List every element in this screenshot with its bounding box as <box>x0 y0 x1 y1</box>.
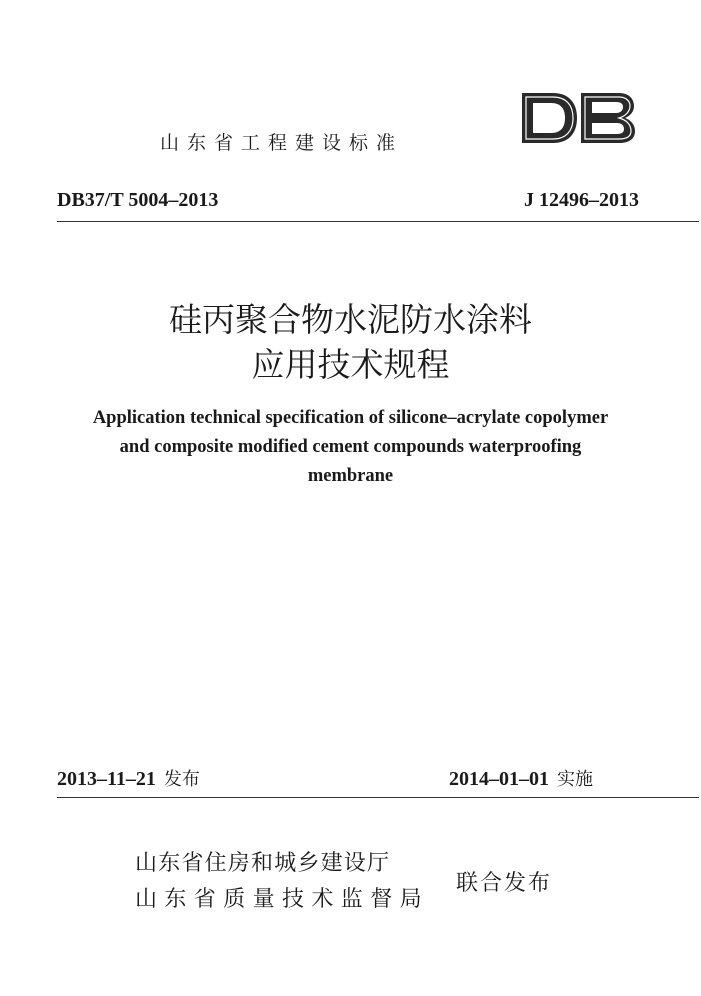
title-en-line-2: and composite modified cement compounds waterproofing <box>119 437 582 457</box>
title-en-line-3: membrane <box>307 466 394 486</box>
title-cn-line-2: 应用技术规程 <box>251 345 450 384</box>
title-cn-line-1: 硅丙聚合物水泥防水涂料 <box>169 300 532 339</box>
issued-date: 2013–11–21 <box>57 768 156 790</box>
effective-date: 2014–01–01 <box>449 768 549 790</box>
standard-number: DB37/T 5004–2013 <box>57 189 219 211</box>
issued-date-block <box>57 765 200 791</box>
joint-issue-label: 联合发布 <box>456 871 553 896</box>
title-en <box>40 404 661 491</box>
effective-date-block <box>449 765 593 791</box>
db-logo <box>519 89 637 147</box>
title-en-line-1: Application technical specification of silicone–acrylate copolymer <box>92 408 609 428</box>
top-divider <box>57 221 699 222</box>
standard-category: 山东省工程建设标准 <box>160 132 404 154</box>
issued-label: 发布 <box>163 769 200 790</box>
bottom-divider <box>57 797 699 798</box>
effective-label: 实施 <box>557 769 593 790</box>
record-number: J 12496–2013 <box>524 189 639 211</box>
issuer-quality-bureau: 山东省质量技术监督局 <box>135 887 430 912</box>
issuer-housing-dept: 山东省住房和城乡建设厅 <box>135 851 391 876</box>
